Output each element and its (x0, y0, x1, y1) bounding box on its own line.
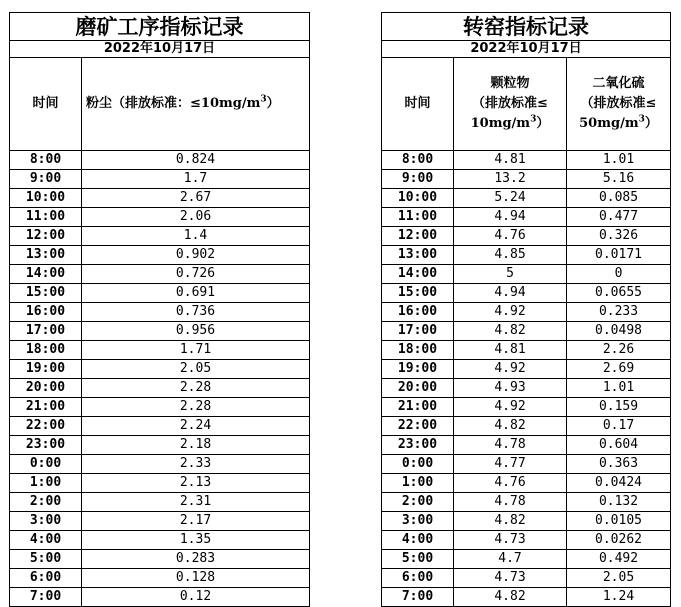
time-cell: 21:00 (10, 398, 82, 417)
table-row (10, 569, 310, 588)
dust-value-cell: 2.33 (82, 455, 310, 474)
time-cell: 20:00 (10, 379, 82, 398)
dust-value-cell: 2.13 (82, 474, 310, 493)
table-row (382, 417, 671, 436)
so2-value-cell: 5.16 (567, 170, 671, 189)
so2-value-cell: 1.01 (567, 379, 671, 398)
so2-value-cell: 0.0105 (567, 512, 671, 531)
so2-header-sup: 3 (638, 114, 645, 125)
particulate-value-cell: 4.77 (454, 455, 567, 474)
so2-header-suffix: ） (644, 116, 658, 131)
so2-value-cell: 0.0262 (567, 531, 671, 550)
so2-value-cell: 0.0171 (567, 246, 671, 265)
dust-value-cell: 0.12 (82, 588, 310, 607)
time-cell: 2:00 (10, 493, 82, 512)
table-row (10, 493, 310, 512)
particulate-value-cell: 4.94 (454, 208, 567, 227)
table-row (10, 436, 310, 455)
so2-value-cell: 0.233 (567, 303, 671, 322)
time-cell: 19:00 (382, 360, 454, 379)
so2-value-cell: 1.24 (567, 588, 671, 607)
so2-value-cell: 0.17 (567, 417, 671, 436)
table-row (382, 151, 671, 170)
table-row (382, 189, 671, 208)
dust-value-cell: 0.736 (82, 303, 310, 322)
dust-value-cell: 2.05 (82, 360, 310, 379)
dust-value-cell: 2.17 (82, 512, 310, 531)
table-row (10, 284, 310, 303)
time-cell: 14:00 (10, 265, 82, 284)
dust-value-cell: 1.71 (82, 341, 310, 360)
table-row (382, 265, 671, 284)
so2-value-cell: 0.326 (567, 227, 671, 246)
time-cell: 13:00 (10, 246, 82, 265)
dust-header-suffix: ） (266, 96, 280, 111)
particulate-value-cell: 4.94 (454, 284, 567, 303)
time-cell: 22:00 (10, 417, 82, 436)
time-cell: 10:00 (382, 189, 454, 208)
table-row (382, 455, 671, 474)
particulate-value-cell: 4.76 (454, 474, 567, 493)
so2-value-cell: 0.477 (567, 208, 671, 227)
dust-value-cell: 2.28 (82, 379, 310, 398)
so2-value-cell: 2.05 (567, 569, 671, 588)
table-row (10, 531, 310, 550)
table-row (382, 588, 671, 607)
particulate-value-cell: 4.92 (454, 398, 567, 417)
time-cell: 23:00 (382, 436, 454, 455)
so2-header-line3 (567, 114, 670, 134)
particulate-value-cell: 4.92 (454, 303, 567, 322)
dust-value-cell: 2.28 (82, 398, 310, 417)
so2-value-cell: 1.01 (567, 151, 671, 170)
particulate-header-line1: 颗粒物 (490, 76, 530, 91)
table-row (10, 550, 310, 569)
table-row (10, 455, 310, 474)
so2-value-cell: 2.26 (567, 341, 671, 360)
table-row (382, 436, 671, 455)
table-row (382, 360, 671, 379)
time-cell: 18:00 (10, 341, 82, 360)
table-row (382, 569, 671, 588)
table-row (382, 246, 671, 265)
particulate-value-cell: 4.93 (454, 379, 567, 398)
time-cell: 12:00 (382, 227, 454, 246)
table-row (10, 189, 310, 208)
so2-value-cell: 0.604 (567, 436, 671, 455)
table-row (382, 284, 671, 303)
particulate-header-line2: （排放标准≤ (472, 96, 548, 111)
particulate-value-cell: 4.92 (454, 360, 567, 379)
time-cell: 7:00 (10, 588, 82, 607)
time-cell: 5:00 (382, 550, 454, 569)
time-cell: 7:00 (382, 588, 454, 607)
so2-value-cell: 2.69 (567, 360, 671, 379)
particulate-value-cell: 4.81 (454, 151, 567, 170)
so2-value-cell: 0.363 (567, 455, 671, 474)
so2-header-unit: 50mg/m (579, 116, 639, 131)
so2-value-cell: 0.0498 (567, 322, 671, 341)
dust-value-cell: 2.31 (82, 493, 310, 512)
grinding-table-date: 2022年10月17日 (10, 41, 310, 58)
particulate-value-cell: 4.73 (454, 569, 567, 588)
table-row (10, 265, 310, 284)
dust-value-cell: 2.67 (82, 189, 310, 208)
table-row (10, 512, 310, 531)
time-cell: 18:00 (382, 341, 454, 360)
table-row (382, 550, 671, 569)
so2-header-line2: （排放标准≤ (580, 96, 657, 111)
dust-value-cell: 2.06 (82, 208, 310, 227)
dust-value-cell: 1.7 (82, 170, 310, 189)
so2-header-line1: 二氧化硫 (592, 76, 645, 91)
time-cell: 12:00 (10, 227, 82, 246)
particulate-value-cell: 13.2 (454, 170, 567, 189)
table-row (382, 379, 671, 398)
time-cell: 9:00 (382, 170, 454, 189)
grinding-time-header: 时间 (10, 58, 82, 151)
dust-header-sup: 3 (260, 94, 267, 105)
time-cell: 16:00 (382, 303, 454, 322)
table-row (10, 474, 310, 493)
time-cell: 23:00 (10, 436, 82, 455)
dust-value-cell: 1.4 (82, 227, 310, 246)
particulate-value-cell: 4.85 (454, 246, 567, 265)
particulate-value-cell: 4.82 (454, 322, 567, 341)
table-row (10, 151, 310, 170)
table-row (382, 208, 671, 227)
time-cell: 3:00 (10, 512, 82, 531)
particulate-header-unit: 10mg/m (470, 116, 531, 131)
time-cell: 0:00 (382, 455, 454, 474)
time-cell: 8:00 (382, 151, 454, 170)
grinding-table-title: 磨矿工序指标记录 (10, 13, 310, 41)
time-cell: 11:00 (382, 208, 454, 227)
particulate-value-cell: 4.7 (454, 550, 567, 569)
particulate-value-cell: 4.82 (454, 512, 567, 531)
so2-value-cell: 0.085 (567, 189, 671, 208)
table-row (382, 170, 671, 189)
time-cell: 15:00 (382, 284, 454, 303)
table-row (10, 170, 310, 189)
particulate-value-cell: 4.78 (454, 493, 567, 512)
table-row (382, 341, 671, 360)
time-cell: 0:00 (10, 455, 82, 474)
so2-value-cell: 0.0655 (567, 284, 671, 303)
table-row (382, 303, 671, 322)
time-cell: 5:00 (10, 550, 82, 569)
so2-value-cell: 0.159 (567, 398, 671, 417)
particulate-value-cell: 4.78 (454, 436, 567, 455)
table-row (382, 474, 671, 493)
time-cell: 16:00 (10, 303, 82, 322)
table-row (10, 341, 310, 360)
dust-value-cell: 0.691 (82, 284, 310, 303)
time-cell: 17:00 (10, 322, 82, 341)
table-row (10, 322, 310, 341)
dust-value-cell: 0.128 (82, 569, 310, 588)
table-row (382, 322, 671, 341)
table-row (10, 379, 310, 398)
time-cell: 1:00 (10, 474, 82, 493)
time-cell: 4:00 (382, 531, 454, 550)
dust-value-cell: 0.824 (82, 151, 310, 170)
table-row (10, 360, 310, 379)
time-cell: 8:00 (10, 151, 82, 170)
table-row (382, 493, 671, 512)
time-cell: 2:00 (382, 493, 454, 512)
table-row (382, 227, 671, 246)
particulate-value-cell: 4.73 (454, 531, 567, 550)
table-row (10, 227, 310, 246)
dust-value-cell: 2.24 (82, 417, 310, 436)
dust-value-cell: 1.35 (82, 531, 310, 550)
particulate-value-cell: 4.82 (454, 588, 567, 607)
kiln-table (381, 12, 671, 607)
particulate-header (454, 58, 567, 151)
time-cell: 19:00 (10, 360, 82, 379)
dust-value-cell: 0.902 (82, 246, 310, 265)
particulate-value-cell: 4.76 (454, 227, 567, 246)
table-row (382, 531, 671, 550)
time-cell: 10:00 (10, 189, 82, 208)
time-cell: 15:00 (10, 284, 82, 303)
table-row (382, 398, 671, 417)
so2-value-cell: 0.492 (567, 550, 671, 569)
table-row (10, 417, 310, 436)
particulate-value-cell: 4.82 (454, 417, 567, 436)
kiln-table-date: 2022年10月17日 (382, 41, 671, 58)
time-cell: 17:00 (382, 322, 454, 341)
time-cell: 3:00 (382, 512, 454, 531)
kiln-table-title: 转窑指标记录 (382, 13, 671, 41)
table-row (382, 512, 671, 531)
so2-value-cell: 0.132 (567, 493, 671, 512)
time-cell: 9:00 (10, 170, 82, 189)
dust-value-cell: 0.726 (82, 265, 310, 284)
particulate-value-cell: 5.24 (454, 189, 567, 208)
time-cell: 22:00 (382, 417, 454, 436)
time-cell: 21:00 (382, 398, 454, 417)
table-row (10, 398, 310, 417)
particulate-value-cell: 4.81 (454, 341, 567, 360)
time-cell: 11:00 (10, 208, 82, 227)
table-row (10, 303, 310, 322)
dust-header (82, 58, 310, 151)
particulate-header-line3 (454, 114, 566, 134)
time-cell: 14:00 (382, 265, 454, 284)
grinding-process-table (9, 12, 310, 607)
particulate-value-cell: 5 (454, 265, 567, 284)
particulate-header-sup: 3 (530, 114, 537, 125)
table-row (10, 588, 310, 607)
time-cell: 6:00 (382, 569, 454, 588)
table-row (10, 246, 310, 265)
time-cell: 6:00 (10, 569, 82, 588)
dust-value-cell: 0.283 (82, 550, 310, 569)
time-cell: 20:00 (382, 379, 454, 398)
particulate-header-suffix: ） (536, 116, 550, 131)
time-cell: 1:00 (382, 474, 454, 493)
time-cell: 4:00 (10, 531, 82, 550)
so2-header (567, 58, 671, 151)
dust-value-cell: 0.956 (82, 322, 310, 341)
so2-value-cell: 0.0424 (567, 474, 671, 493)
dust-header-text: 粉尘（排放标准：≤10mg/m (86, 96, 261, 111)
so2-value-cell: 0 (567, 265, 671, 284)
dust-value-cell: 2.18 (82, 436, 310, 455)
time-cell: 13:00 (382, 246, 454, 265)
kiln-time-header: 时间 (382, 58, 454, 151)
table-row (10, 208, 310, 227)
